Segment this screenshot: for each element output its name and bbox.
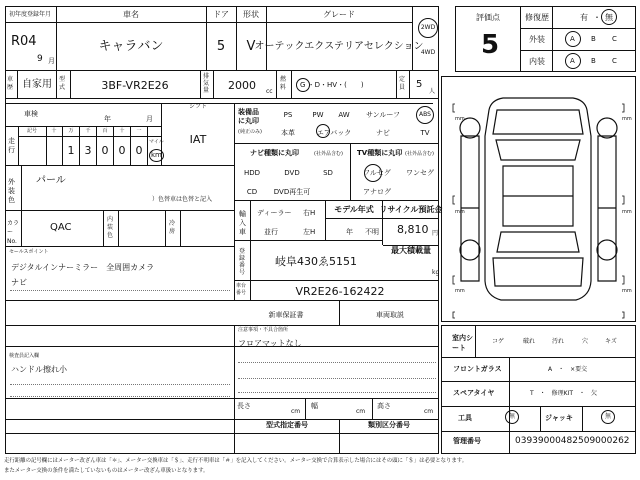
tv-oneseg: ワンセグ: [406, 169, 434, 177]
equip-aw: AW: [338, 111, 350, 119]
seat-dirt: 汚れ: [551, 338, 565, 345]
footer-line2: またメーター交換の条件を満たしていないものはメーター改ざん車扱いとなります。: [4, 468, 209, 474]
rear-window: [497, 232, 579, 252]
model-year-value: 不明: [365, 228, 379, 236]
car-diagram-svg: [441, 76, 636, 322]
digit-header: 千: [85, 128, 91, 134]
capacity: 5: [416, 79, 423, 90]
model-label: 型式: [59, 76, 66, 91]
exterior-label: 外装色: [8, 178, 15, 204]
equip-sunroof: サンルーフ: [365, 111, 401, 119]
registration-label: 登録番号: [239, 248, 246, 276]
equip-abs: ABS: [419, 111, 431, 118]
tv-sub: (社外品含む): [405, 151, 434, 157]
type-designation-label: 型式指定番号: [266, 421, 308, 429]
unit-km: km: [151, 151, 162, 159]
model-year-unit: 年: [346, 228, 353, 236]
fuel-options: G ・D・HV・( ): [300, 81, 364, 89]
windshield-options: A ・ ×要交: [548, 366, 588, 373]
wheel-rear-left: [460, 240, 480, 260]
height-label: 高さ: [377, 402, 391, 410]
displacement: 2000: [228, 79, 256, 92]
tv-analog: アナログ: [363, 188, 391, 196]
footer-line1: 走行距離の記号欄にはメーター改ざん車は「＊」、メーター交換車は「＄」、走行不明車は「＃」を記入してください。メーター交換で合算表示した場合にはその頭に「＄」は必要となります。: [4, 458, 468, 464]
sales-label: セールスポイント: [9, 249, 49, 255]
seat-label: 室内シート: [452, 334, 473, 352]
interior-grade-c: C: [612, 57, 617, 65]
interior-grade-label: 内装: [529, 57, 545, 66]
interior-grade-b: B: [591, 57, 596, 65]
recycle-value: 8,810: [397, 223, 429, 236]
sales-line1: デジタルインナーミラー 全周囲カメラ: [11, 263, 155, 272]
doors-label: ドア: [213, 10, 229, 19]
seat-burn: コゲ: [491, 338, 505, 345]
first-reg-year: R04: [11, 34, 37, 49]
exterior-grade-b: B: [591, 35, 596, 43]
inspector-line1: ハンドル擦れ小: [11, 365, 67, 374]
diagram-mm: mm: [622, 288, 632, 294]
navi-label: ナビ種類に丸印: [250, 149, 299, 157]
recycle-label: リサイクル預託金: [379, 205, 443, 214]
digit-header: 記号: [26, 128, 38, 134]
max-load-unit: kg: [432, 269, 440, 276]
tail-panel: [493, 258, 583, 286]
ac-label: 冷房: [169, 220, 176, 235]
score-label: 評価点: [476, 13, 500, 22]
jack-value: 無: [605, 413, 612, 420]
reg-type: 自家用: [22, 79, 52, 90]
digit-header: 一: [136, 128, 142, 134]
equip-pw: PW: [312, 111, 324, 119]
notes-line1: フロアマットなし: [238, 339, 302, 348]
management-value: 03939000482509000262: [515, 436, 630, 446]
drive-4wd: 4WD: [420, 49, 436, 56]
mileage-digit: 0: [135, 144, 143, 157]
shift-value: IAT: [189, 133, 207, 146]
registration-value: 岐阜430ゑ5151: [275, 255, 357, 268]
interior-grade-a: A: [570, 57, 575, 65]
chassis-value: VR2E26-162422: [295, 285, 385, 298]
import-left: 左H: [303, 228, 316, 236]
capacity-unit: 人: [429, 88, 436, 95]
jack-label: ジャッキ: [545, 414, 573, 422]
diagram-mm: mm: [455, 288, 465, 294]
unit-mile: マイル: [149, 139, 164, 145]
diagram-mm: mm: [455, 116, 465, 122]
mileage-digit: 0: [101, 144, 109, 157]
diagram-mm: mm: [455, 209, 465, 215]
mileage-digit: 3: [84, 144, 92, 157]
equip-leather: 本革: [281, 129, 295, 137]
month-unit: 月: [48, 57, 55, 65]
model-year-label: モデル年式: [334, 205, 374, 214]
wheel-rear-right: [597, 240, 617, 260]
digit-header: 万: [68, 128, 74, 134]
inspection-label: 車検: [24, 110, 38, 118]
equip-ps: PS: [283, 111, 293, 119]
spare-options: T ・ 修理KIT ・ 欠: [530, 390, 598, 397]
hood-line: [493, 110, 583, 134]
grade-label: グレード: [323, 10, 355, 19]
shift-label: シフト: [188, 103, 208, 110]
warranty-label: 新車保証書: [268, 311, 304, 319]
exterior-value: パール: [36, 175, 66, 186]
import-label: 輸入車: [239, 210, 246, 236]
exterior-note: ）色替車は色替と記入: [152, 196, 213, 203]
mileage-digit: 0: [118, 144, 126, 157]
equip-tv: TV: [420, 129, 430, 137]
navi-dvd: DVD: [284, 169, 300, 177]
model-code: 3BF-VR2E26: [101, 79, 169, 92]
equip-airbag: エアバック: [316, 129, 352, 137]
navi-cd: CD: [246, 188, 258, 196]
seat-tear: 破れ: [522, 338, 536, 345]
navi-dvd-play: DVD再生可: [273, 188, 311, 196]
import-dealer: ディーラー: [257, 209, 292, 217]
body-type-label: 形状: [243, 10, 259, 19]
doors-value: 5: [216, 39, 226, 54]
grade-value: オーテックエクステリアセレクション: [254, 41, 424, 52]
cc-unit: cc: [266, 88, 273, 95]
equipment-sub: (純正のみ): [238, 129, 262, 135]
capacity-label: 定員: [399, 76, 406, 91]
tools-label: 工具: [458, 414, 472, 422]
width-label: 幅: [311, 402, 318, 410]
navi-sub: (社外品含む): [314, 151, 343, 157]
windshield-label: フロントガラス: [453, 365, 502, 373]
digit-header: 百: [102, 128, 108, 134]
exterior-grade-label: 外装: [529, 35, 545, 44]
chassis-label: 車台番号: [236, 283, 247, 296]
seat-hole: 穴: [581, 338, 589, 345]
digit-header: 十: [119, 128, 125, 134]
mileage-label: 走行: [8, 137, 15, 154]
repair-label: 修復歴: [525, 13, 549, 22]
import-right: 右H: [303, 209, 316, 217]
fuel-label: 燃料: [280, 76, 287, 91]
import-parallel: 並行: [264, 228, 278, 236]
car-name: キャラバン: [98, 39, 164, 54]
score-value: 5: [480, 30, 500, 60]
equip-navi: ナビ: [376, 129, 390, 137]
seat-scratch: キズ: [605, 338, 617, 345]
navi-sd: SD: [323, 169, 333, 177]
inspection-month: 月: [146, 115, 153, 123]
first-reg-label: 初年度登録年月: [9, 11, 52, 18]
first-reg-month: 9: [37, 54, 43, 64]
tv-fullseg: フルセグ: [363, 169, 391, 177]
repair-option-no: 無: [605, 13, 613, 22]
car-outline: [485, 98, 591, 300]
inspection-year: 年: [104, 115, 111, 123]
tools-value: 無: [509, 413, 516, 420]
tv-label: TV種類に丸印: [357, 149, 403, 157]
color-no-label: カラーNo.: [7, 220, 20, 245]
exterior-grade-c: C: [612, 35, 617, 43]
equipment-label: 装備品に丸印: [238, 108, 259, 125]
spare-label: スペアタイヤ: [453, 389, 495, 397]
reg-type-label: 車歴: [7, 76, 14, 91]
recycle-unit: 円: [432, 230, 439, 237]
repair-option-yes: 有: [580, 13, 588, 22]
diagram-mm: mm: [622, 209, 632, 215]
color-no-value: QAC: [50, 222, 72, 233]
displacement-label: 排気量: [203, 73, 210, 94]
length-label: 長さ: [237, 402, 251, 410]
manual-label: 車両取説: [376, 311, 404, 319]
max-load-label: 最大積載量: [391, 246, 431, 255]
wheel-front-right: [597, 118, 617, 138]
management-label: 管理番号: [453, 437, 481, 445]
interior-color-label: 内装色: [107, 216, 114, 239]
car-name-label: 車名: [123, 10, 139, 19]
windshield: [496, 140, 580, 160]
navi-hdd: HDD: [243, 169, 261, 177]
diagram-mm: mm: [622, 116, 632, 122]
inspector-label: 検査員記入欄: [9, 353, 40, 359]
body-type-value: V: [246, 39, 256, 54]
sales-line2: ナビ: [11, 278, 27, 287]
exterior-grade-a: A: [570, 35, 575, 43]
notes-label: 注意事項・不具合箇所: [238, 327, 289, 333]
mileage-digit: 1: [67, 144, 75, 157]
class-number-label: 類別区分番号: [368, 421, 410, 429]
digit-header: 十: [51, 128, 57, 134]
drive-2wd: 2WD: [420, 24, 436, 31]
